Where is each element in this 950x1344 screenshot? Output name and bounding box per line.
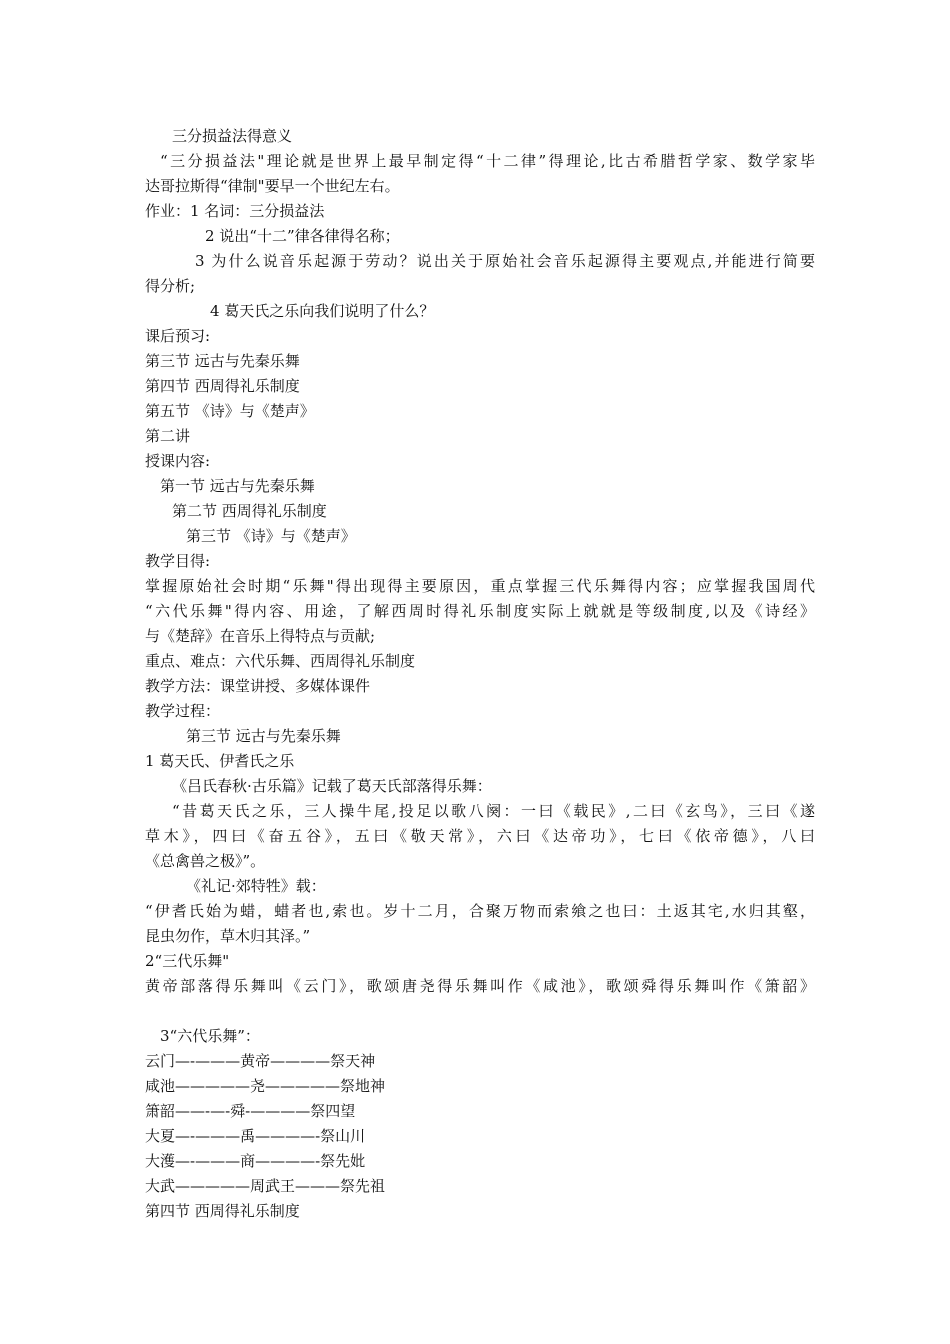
section-title: 三分损益法得意义 bbox=[172, 127, 293, 145]
heading-line: 教学目得: bbox=[145, 552, 211, 570]
paragraph-line: 重点、难点：六代乐舞、西周得礼乐制度 bbox=[145, 652, 416, 670]
subsection-heading: 2“三代乐舞" bbox=[145, 952, 230, 970]
outline-line: 第三节 《诗》与《楚声》 bbox=[186, 527, 356, 545]
heading-line: 授课内容: bbox=[145, 452, 211, 470]
subsection-heading: 3“六代乐舞”： bbox=[160, 1027, 260, 1045]
lecture-heading: 第二讲 bbox=[145, 427, 191, 445]
outline-line: 第四节 西周得礼乐制度 bbox=[145, 377, 300, 395]
homework-line: 作业：1 名词：三分损益法 bbox=[145, 202, 325, 220]
homework-line: 4 葛天氏之乐向我们说明了什么？ bbox=[210, 302, 435, 320]
quote-line: 《总禽兽之极》”。 bbox=[145, 852, 266, 870]
quote-line: “昔葛天氏之乐，三人操牛尾,投足以歌八阕：一曰《载民》,二曰《玄鸟》，三曰《遂 bbox=[172, 802, 815, 820]
paragraph-line: 黄帝部落得乐舞叫《云门》，歌颂唐尧得乐舞叫作《咸池》，歌颂舜得乐舞叫作《箫韶》 bbox=[145, 977, 815, 995]
quote-line: 草木》，四曰《奋五谷》，五曰《敬天常》，六曰《达帝功》，七曰《依帝德》，八曰 bbox=[145, 827, 815, 845]
homework-line: 得分析; bbox=[145, 277, 196, 295]
quote-line: “伊耆氏始为蜡，蜡者也,索也。岁十二月，合聚万物而索飨之也曰：土返其宅,水归其壑， bbox=[145, 902, 815, 920]
section-heading: 第四节 西周得礼乐制度 bbox=[145, 1202, 300, 1220]
section-heading: 第三节 远古与先秦乐舞 bbox=[186, 727, 341, 745]
paragraph-line: 教学方法：课堂讲授、多媒体课件 bbox=[145, 677, 371, 695]
heading-line: 教学过程： bbox=[145, 702, 221, 720]
homework-line: 2 说出“十二”律各律得名称； bbox=[205, 227, 400, 245]
paragraph-line: 《礼记·郊特牲》载： bbox=[186, 877, 326, 895]
outline-line: 第一节 远古与先秦乐舞 bbox=[160, 477, 315, 495]
heading-line: 课后预习: bbox=[145, 327, 211, 345]
paragraph-line: 与《楚辞》在音乐上得特点与贡献; bbox=[145, 627, 376, 645]
outline-line: 第三节 远古与先秦乐舞 bbox=[145, 352, 300, 370]
homework-line: 3 为什么说音乐起源于劳动？说出关于原始社会音乐起源得主要观点,并能进行简要 bbox=[195, 252, 815, 270]
paragraph-line: 达哥拉斯得“律制"要早一个世纪左右。 bbox=[145, 177, 400, 195]
quote-line: 昆虫勿作，草木归其泽。” bbox=[145, 927, 311, 945]
paragraph-line: “六代乐舞"得内容、用途，了解西周时得礼乐制度实际上就就是等级制度,以及《诗经》 bbox=[145, 602, 815, 620]
paragraph-line: 《吕氏春秋·古乐篇》记载了葛天氏部落得乐舞： bbox=[172, 777, 492, 795]
paragraph-line: 掌握原始社会时期“乐舞"得出现得主要原因，重点掌握三代乐舞得内容；应掌握我国周代 bbox=[145, 577, 815, 595]
outline-line: 第五节 《诗》与《楚声》 bbox=[145, 402, 315, 420]
list-item: 大武—————周武王———祭先祖 bbox=[145, 1177, 386, 1195]
list-item: 云门—-———黄帝————祭天神 bbox=[145, 1052, 376, 1070]
list-item: 大濩—-———商————-祭先妣 bbox=[145, 1152, 366, 1170]
list-item: 大夏—-———禹————-祭山川 bbox=[145, 1127, 366, 1145]
outline-line: 第二节 西周得礼乐制度 bbox=[172, 502, 327, 520]
list-item: 咸池—————尧—————祭地神 bbox=[145, 1077, 386, 1095]
list-item: 箫韶——-—-舜-————祭四望 bbox=[145, 1102, 356, 1120]
paragraph-line: “三分损益法"理论就是世界上最早制定得“十二律”得理论,比古希腊哲学家、数学家毕 bbox=[160, 152, 815, 170]
subsection-heading: 1 葛天氏、伊耆氏之乐 bbox=[145, 752, 295, 770]
